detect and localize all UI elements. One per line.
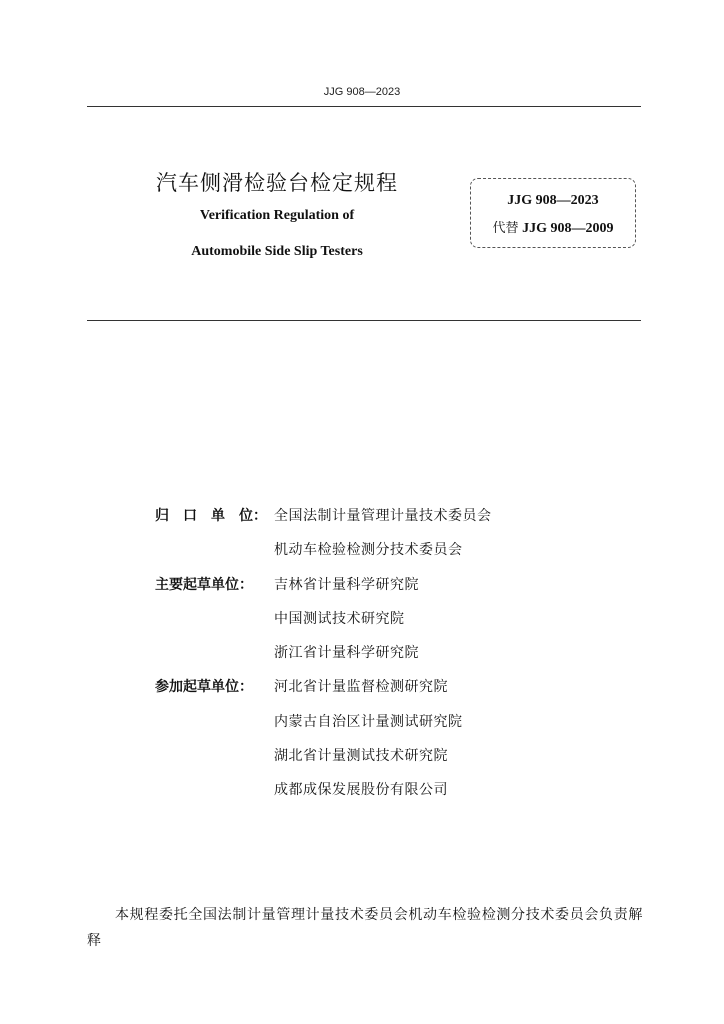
org-row <box>155 642 635 676</box>
org-value: 全国法制计量管理计量技术委员会 <box>274 508 492 524</box>
standard-code: JJG 908—2023 <box>507 193 599 208</box>
org-label: 归 口 单 位： <box>155 508 267 524</box>
interpretation-note: 本规程委托全国法制计量管理计量技术委员会机动车检验检测分技术委员会负责解释 <box>87 907 643 949</box>
org-value: 河北省计量监督检测研究院 <box>274 679 448 696</box>
standard-code-box <box>470 178 636 248</box>
org-value: 机动车检验检测分技术委员会 <box>274 542 463 559</box>
org-label: 参加起草单位： <box>155 679 253 696</box>
org-value: 内蒙古自治区计量测试研究院 <box>274 713 463 730</box>
section-rule <box>87 320 641 321</box>
org-row <box>155 745 635 779</box>
org-value: 中国测试技术研究院 <box>274 610 405 627</box>
replaces-line <box>471 217 635 237</box>
title-chinese: 汽车侧滑检验台检定规程 <box>156 171 398 195</box>
title-english-line1: Verification Regulation of <box>199 208 355 223</box>
org-value: 浙江省计量科学研究院 <box>274 645 419 662</box>
org-row <box>155 676 635 710</box>
org-value: 湖北省计量测试技术研究院 <box>274 748 448 765</box>
org-row <box>155 608 635 642</box>
organization-list <box>155 505 635 814</box>
org-row <box>155 574 635 608</box>
org-row <box>155 505 635 539</box>
org-row <box>155 539 635 573</box>
org-value: 成都成保发展股份有限公司 <box>274 782 448 799</box>
header-code: JJG 908—2023 <box>323 86 401 98</box>
title-english-line2: Automobile Side Slip Testers <box>191 244 363 259</box>
org-value: 吉林省计量科学研究院 <box>274 576 419 593</box>
replaces-code: JJG 908—2009 <box>522 221 614 236</box>
replaces-prefix: 代替 <box>492 221 519 236</box>
org-row <box>155 711 635 745</box>
org-row <box>155 779 635 813</box>
header-rule <box>87 106 641 107</box>
org-label: 主要起草单位： <box>155 576 253 593</box>
